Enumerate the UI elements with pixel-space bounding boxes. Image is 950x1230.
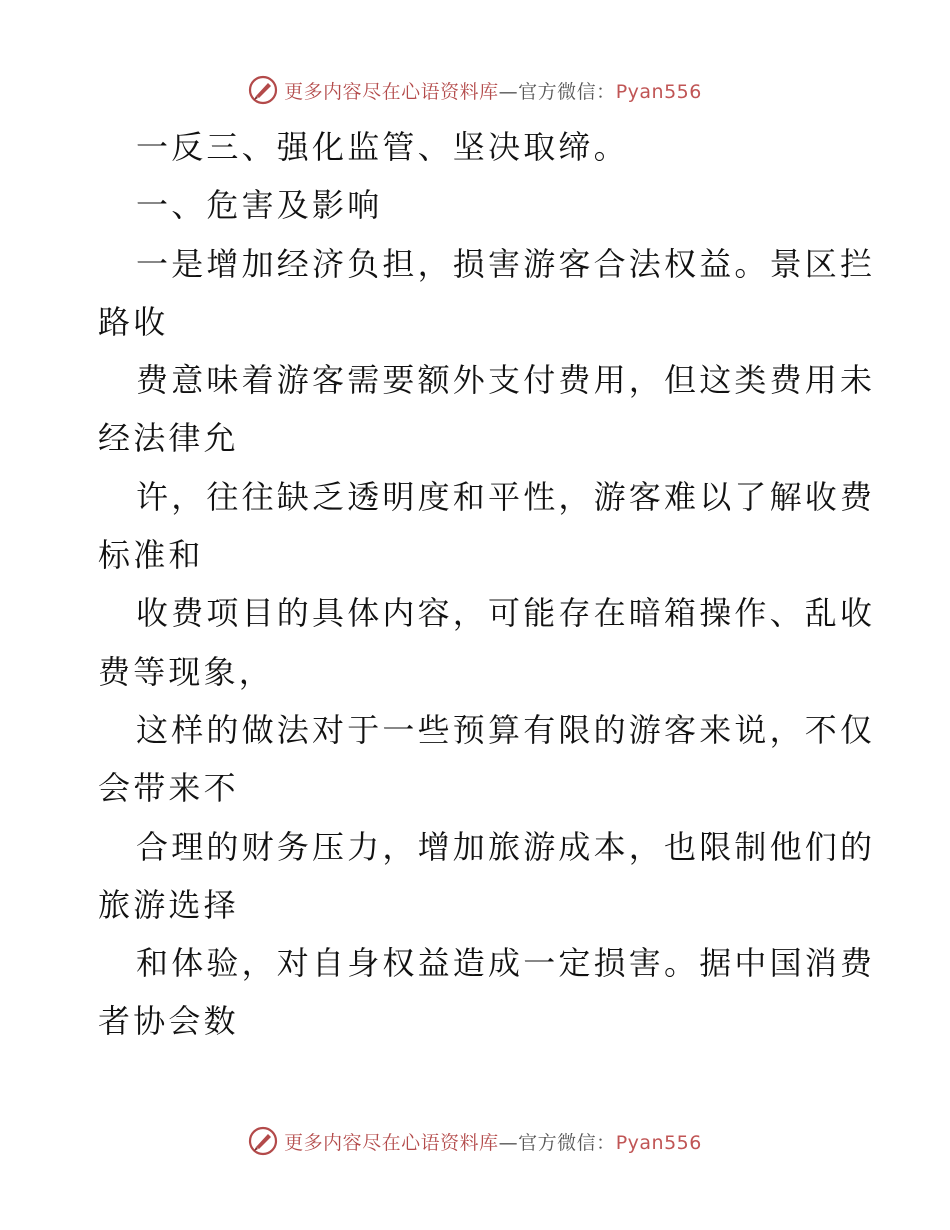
body-line: 费等现象， — [98, 652, 275, 691]
header-banner — [0, 70, 950, 110]
body-line: 许，往往缺乏透明度和平性，游客难以了解收费 — [136, 477, 876, 516]
body-line: 一是增加经济负担，损害游客合法权益。景区拦 — [136, 244, 876, 283]
banner-label: 官方微信： — [518, 1131, 616, 1154]
banner-dash: — — [498, 1131, 519, 1154]
banner-label: 官方微信： — [518, 80, 616, 103]
body-line: 这样的做法对于一些预算有限的游客来说，不仅 — [136, 710, 876, 749]
banner-main-text: 更多内容尽在心语资料库 — [284, 80, 499, 103]
body-line: 收费项目的具体内容，可能存在暗箱操作、乱收 — [136, 594, 876, 633]
body-line: 者协会数 — [98, 1002, 239, 1041]
body-line: 路收 — [98, 302, 169, 341]
section-heading: 一、危害及影响 — [136, 186, 383, 225]
banner-wechat-id: Pyan556 — [615, 1131, 702, 1154]
footer-banner — [0, 1121, 950, 1161]
body-line: 会带来不 — [98, 769, 239, 808]
body-line: 经法律允 — [98, 419, 239, 458]
banner-text — [284, 1128, 702, 1155]
banner-main-text: 更多内容尽在心语资料库 — [284, 1131, 499, 1154]
body-line: 一反三、强化监管、坚决取缔。 — [136, 128, 629, 166]
quill-pen-icon — [248, 1126, 278, 1156]
document-body — [98, 118, 876, 1051]
body-line: 合理的财务压力，增加旅游成本，也限制他们的 — [136, 827, 876, 866]
banner-text — [284, 77, 702, 104]
banner-dash: — — [498, 80, 519, 103]
body-line: 旅游选择 — [98, 885, 239, 924]
banner-wechat-id: Pyan556 — [615, 80, 702, 103]
body-line: 和体验，对自身权益造成一定损害。据中国消费 — [136, 944, 876, 983]
body-line: 费意味着游客需要额外支付费用，但这类费用未 — [136, 361, 876, 400]
quill-pen-icon — [248, 75, 278, 105]
body-line: 标准和 — [98, 536, 204, 575]
